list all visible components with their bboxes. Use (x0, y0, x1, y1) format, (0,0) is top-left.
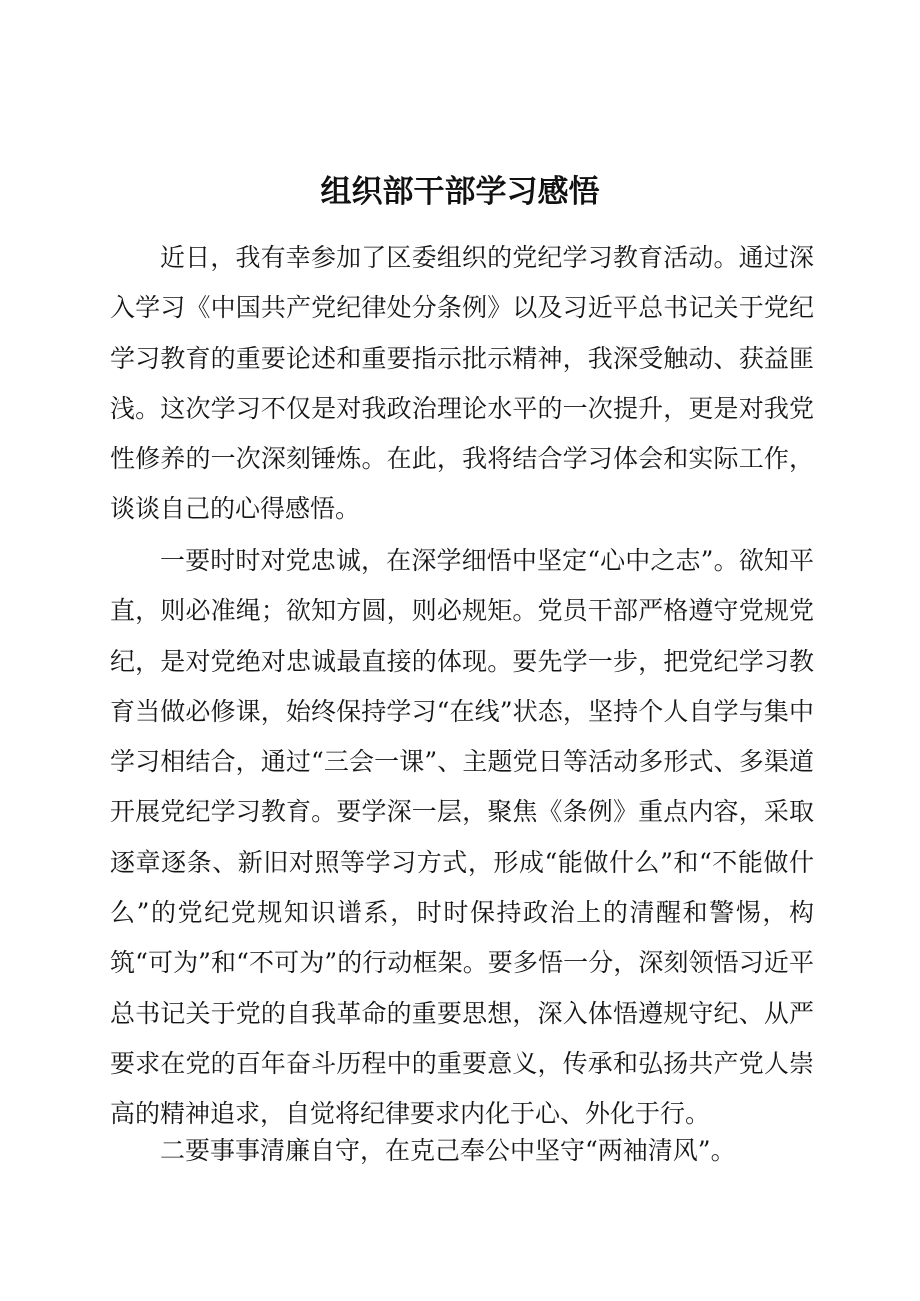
paragraph-point-one: 一要时时对党忠诚，在深学细悟中坚定“心中之志”。欲知平直，则必准绳；欲知方圆，则必规矩。党员干部严格遵守党规党纪，是对党绝对忠诚最直接的体现。要先学一步，把党纪学习教育当做必修课，始终保持学习“在线”状态，坚持个人自学与集中学习相结合，通过“三会一课”、主题党日等活动多形式、多渠道开展党纪学习教育。要学深一层，聚焦《条例》重点内容，采取逐章逐条、新旧对照等学习方式，形成“能做什么”和“不能做什么”的党纪党规知识谱系，时时保持政治上的清醒和警惕，构筑“可为”和“不可为”的行动框架。要多悟一分，深刻领悟习近平总书记关于党的自我革命的重要思想，深入体悟遵规守纪、从严要求在党的百年奋斗历程中的重要意义，传承和弘扬共产党人崇高的精神追求，自觉将纪律要求内化于心、外化于行。 (110, 546, 814, 1129)
document-title: 组织部干部学习感悟 (320, 174, 600, 210)
paragraph-point-two: 二要事事清廉自守，在克己奉公中坚守“两袖清风”。 (160, 1136, 736, 1165)
paragraph-intro: 近日，我有幸参加了区委组织的党纪学习教育活动。通过深入学习《中国共产党纪律处分条例》以及习近平总书记关于党纪学习教育的重要论述和重要指示批示精神，我深受触动、获益匪浅。这次学习不仅是对我政治理论水平的一次提升，更是对我党性修养的一次深刻锤炼。在此，我将结合学习体会和实际工作，谈谈自己的心得感悟。 (110, 243, 814, 524)
